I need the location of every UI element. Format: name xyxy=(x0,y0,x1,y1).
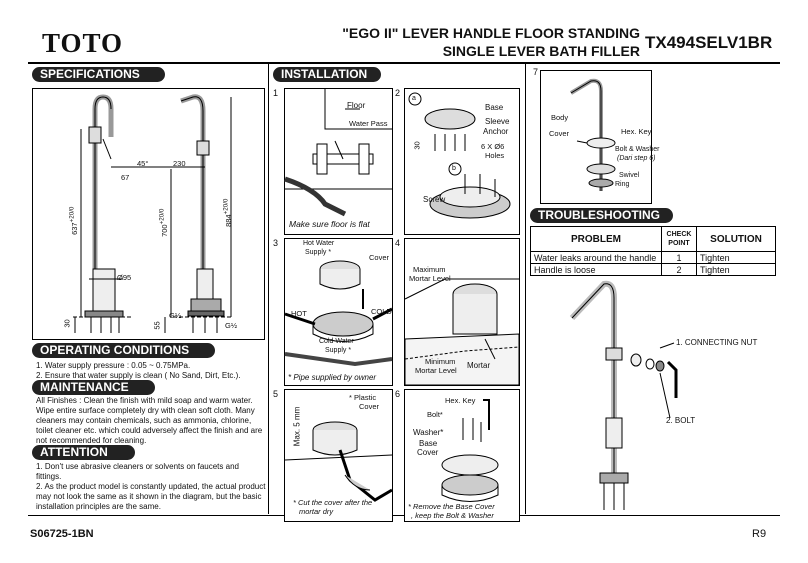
specification-drawing xyxy=(32,88,265,340)
step-3-caption: * Pipe supplied by owner xyxy=(288,373,377,382)
troubleshooting-heading: TROUBLESHOOTING xyxy=(530,208,673,223)
step-5-number: 5 xyxy=(273,389,279,399)
operating-conditions-heading: OPERATING CONDITIONS xyxy=(32,343,215,358)
solution-cell: Tighten xyxy=(697,252,776,264)
step-7-panel xyxy=(540,70,660,204)
check-cell: 1 xyxy=(662,252,697,264)
connecting-nut-label: 1. CONNECTING NUT xyxy=(676,338,758,347)
step-1-caption: Make sure floor is flat xyxy=(289,219,370,229)
table-row xyxy=(531,252,776,264)
solution-header: SOLUTION xyxy=(697,227,776,252)
height-884: $884^{+20/0}$ xyxy=(222,198,233,227)
attention-heading: ATTENTION xyxy=(32,445,135,460)
substep-b-label: b xyxy=(452,165,456,172)
plastic-cover-label-2: Cover xyxy=(359,402,380,411)
brand-logo: TOTO xyxy=(42,28,124,58)
holes-label-1: 6 X Ø6 xyxy=(481,142,505,151)
attention-line-2: 2. As the product model is constantly updated, the actual product may not look the same as it shown in the diagram, but the basic installation principles are the same. xyxy=(36,482,266,511)
attention-line-1: 1. Don't use abrasive cleaners or solvents on faucets and fittings. xyxy=(36,462,239,481)
troubleshooting-table xyxy=(530,226,776,276)
operating-line-1: 1. Water supply pressure : 0.05 ~ 0.75MPa. xyxy=(36,361,191,370)
title-line-1: "EGO II" LEVER HANDLE FLOOR STANDING xyxy=(342,25,640,41)
plastic-cover-label-1: * Plastic xyxy=(349,393,377,402)
screw-label: Screw xyxy=(423,195,446,204)
bolt-washer-label: Bolt & Washer xyxy=(615,146,660,153)
base-label: Base xyxy=(485,103,504,112)
troubleshooting-diagram xyxy=(560,278,780,513)
header-rule xyxy=(28,62,780,64)
hot-supply-label-1: Hot Water xyxy=(303,240,335,247)
dimension-30: 30 xyxy=(62,319,72,328)
maintenance-text: All Finishes : Clean the finish with mild soap and warm water. Wipe entire surface completely dry with clean soft cloth. Many cleaners may contain chemicals, such as ammonia, chlorine, toilet cleaner etc. which could adversely affect the finish and are not recommended for cleaning. xyxy=(36,396,263,445)
substep-a-label: a xyxy=(412,95,416,102)
thread-g-half-2: G½ xyxy=(225,321,238,330)
base-cover-label-2: Cover xyxy=(417,448,439,457)
step-2-number: 2 xyxy=(395,88,401,98)
height-700: $700^{+20/0}$ xyxy=(158,208,169,237)
washer-label: Washer* xyxy=(413,428,444,437)
diameter-95: Ø95 xyxy=(117,273,132,282)
step-3-panel xyxy=(284,238,393,386)
cold-supply-label-1: Cold Water xyxy=(319,338,354,345)
table-row xyxy=(531,264,776,276)
cold-supply-label-2: Supply * xyxy=(325,347,352,354)
holes-label-2: Holes xyxy=(485,151,505,160)
body-label: Body xyxy=(551,113,569,122)
cover-label-7: Cover xyxy=(549,129,570,138)
model-number: TX494SELV1BR xyxy=(645,33,773,52)
max-gap-label: Max. 5 mm xyxy=(292,406,302,447)
dimension-67: 67 xyxy=(121,173,130,182)
check-cell: 2 xyxy=(662,264,697,276)
dari-step-label: (Dari step 6) xyxy=(617,155,656,162)
min-mortar-label-2: Mortar Level xyxy=(415,366,457,375)
operating-line-2: 2. Ensure that water supply is clean ( No Sand, Dirt, Etc.). xyxy=(36,371,241,380)
bolt-label: Bolt* xyxy=(427,410,443,419)
swivel-ring-label-1: Swivel xyxy=(619,172,640,179)
revision-label: R9 xyxy=(752,528,767,540)
dimension-55: 55 xyxy=(152,321,162,330)
reach-dimension: 230 xyxy=(173,159,186,168)
step-5-caption-2: mortar dry xyxy=(299,507,334,516)
document-title xyxy=(330,24,640,60)
attention-text xyxy=(36,462,266,512)
anchor-label: Anchor xyxy=(483,127,509,136)
title-line-2: SINGLE LEVER BATH FILLER xyxy=(442,43,640,59)
hot-label: HOT xyxy=(291,309,307,318)
column-divider-1 xyxy=(268,62,269,514)
solution-cell: Tighten xyxy=(697,264,776,276)
problem-cell: Water leaks around the handle xyxy=(531,252,662,264)
depth-label: 30 xyxy=(412,141,422,150)
step-6-number: 6 xyxy=(395,389,401,399)
sleeve-label: Sleeve xyxy=(485,117,510,126)
step-1-number: 1 xyxy=(273,88,279,98)
step-4-number: 4 xyxy=(395,238,401,248)
max-mortar-label-1: Maximum xyxy=(413,265,446,274)
min-mortar-label-1: Minimum xyxy=(425,357,456,366)
floor-label: Floor xyxy=(347,101,366,110)
specifications-heading: SPECIFICATIONS xyxy=(32,67,165,82)
step-2-panel xyxy=(404,88,520,235)
step-7-number: 7 xyxy=(533,67,539,77)
installation-heading: INSTALLATION xyxy=(273,67,381,82)
column-divider-2 xyxy=(525,62,526,514)
problem-header: PROBLEM xyxy=(531,227,662,252)
step-5-caption-1: * Cut the cover after the xyxy=(293,498,373,507)
step-4-panel xyxy=(404,238,520,386)
step-5-panel xyxy=(284,389,393,522)
document-code: S06725-1BN xyxy=(30,528,94,540)
step-1-panel xyxy=(284,88,393,235)
angle-label: 45° xyxy=(137,159,149,168)
thread-g-half-1: G½ xyxy=(169,311,182,320)
step-6-caption-2: , keep the Bolt & Washer xyxy=(411,511,494,520)
hex-key-label-7: Hex. Key xyxy=(621,127,652,136)
step-3-number: 3 xyxy=(273,238,279,248)
hex-key-label: Hex. Key xyxy=(445,396,476,405)
problem-cell: Handle is loose xyxy=(531,264,662,276)
swivel-ring-label-2: Ring xyxy=(615,181,630,188)
cold-label: COLD xyxy=(371,307,392,316)
check-point-header: CHECK POINT xyxy=(662,227,697,252)
maintenance-heading: MAINTENANCE xyxy=(32,380,155,395)
water-pass-label: Water Pass xyxy=(349,119,388,128)
operating-conditions-text xyxy=(36,361,264,381)
base-cover-label-1: Base xyxy=(419,439,438,448)
cover-label: Cover xyxy=(369,253,390,262)
bolt-label-troubleshooting: 2. BOLT xyxy=(666,416,696,425)
step-6-caption-1: * Remove the Base Cover xyxy=(408,502,495,511)
height-637: $637^{+20/0}$ xyxy=(68,206,79,235)
max-mortar-label-2: Mortar Level xyxy=(409,274,451,283)
step-6-panel xyxy=(404,389,520,522)
mortar-label: Mortar xyxy=(467,361,491,370)
table-header-row xyxy=(531,227,776,252)
hot-supply-label-2: Supply * xyxy=(305,249,332,256)
